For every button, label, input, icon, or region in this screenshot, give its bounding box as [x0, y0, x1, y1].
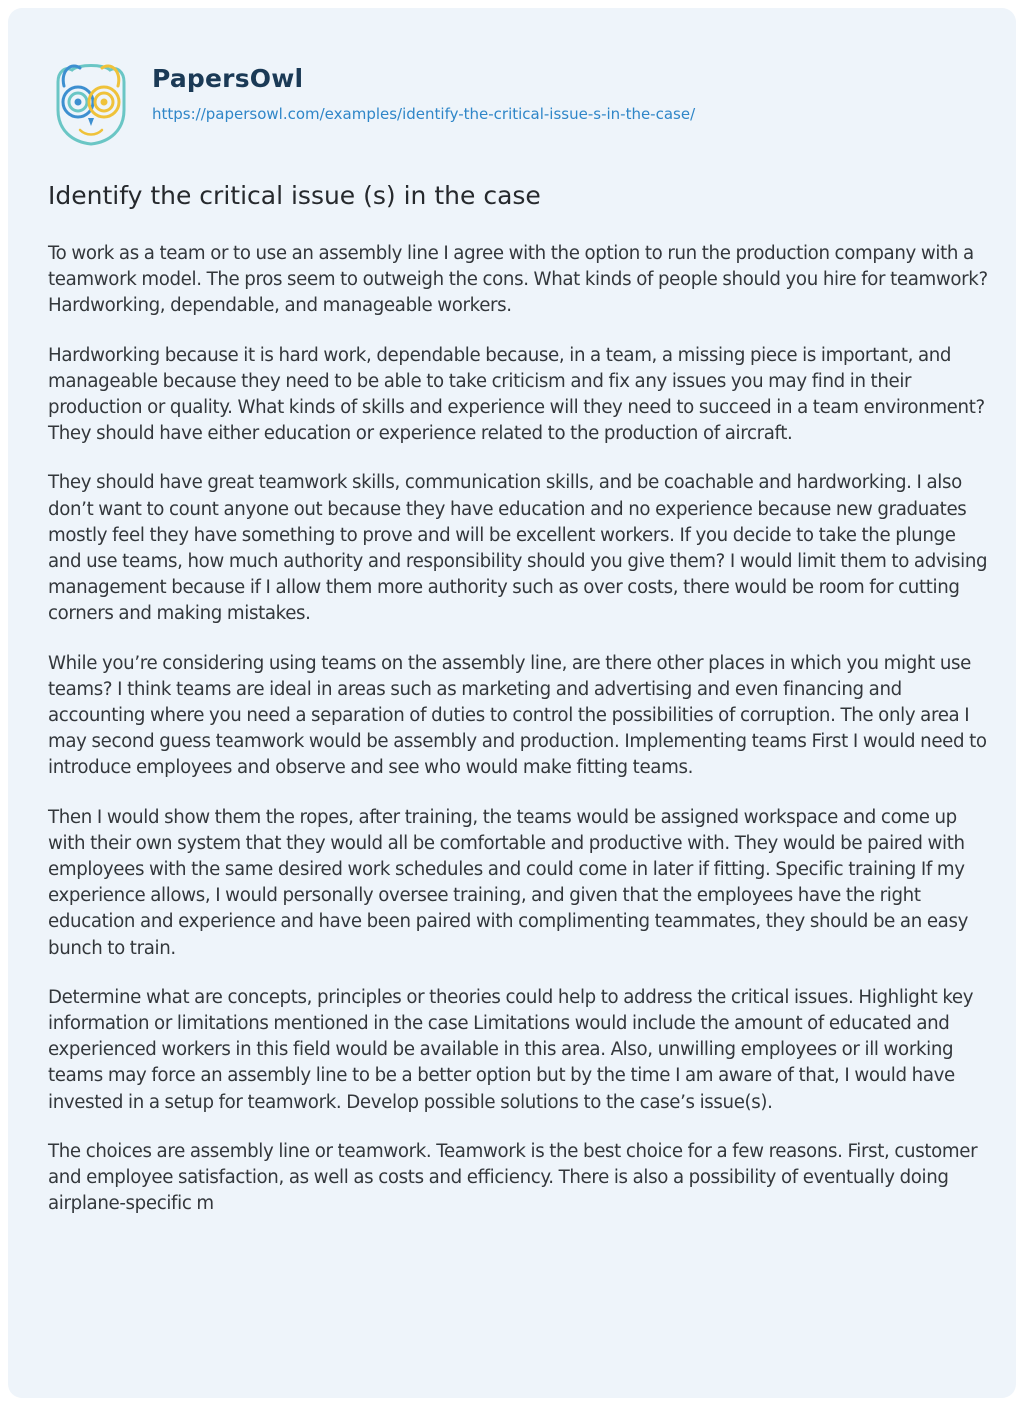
paragraph: While you’re considering using teams on the assembly line, are there other places in which you might use teams? I think teams are ideal in areas such as marketing and advertising and even financing and accounting where you need a separation of duties to control the possibilities of corruption. The only area I may second guess teamwork would be assembly and production. Implementing teams First I would need to introduce employees and observe and see who would make fitting teams. [48, 652, 987, 779]
paragraph: Then I would show them the ropes, after training, the teams would be assigned workspace and come up with their own system that they would all be comfortable and productive with. They would be paired with employees with the same desired work schedules and could come in later if fitting. Specific training If my experience allows, I would personally oversee training, and given that the employees have the right education and experience and have been paired with complimenting teammates, they should be an easy bunch to train. [48, 806, 968, 959]
source-url-link[interactable]: https://papersowl.com/examples/identify-the-critical-issue-s-in-the-case/ [152, 105, 696, 123]
paragraph: Determine what are concepts, principles or theories could help to address the critical issues. Highlight key information or limitations mentioned in the case Limitations would include the amount of educated and experienced workers in this field would be available in this area. Also, unwilling employees or ill working teams may force an assembly line to be a better option but by the time I am aware of that, I would have invested in a setup for teamwork. Develop possible solutions to the case’s issue(s). [48, 986, 974, 1113]
paragraph: To work as a team or to use an assembly line I agree with the option to run the production company with a teamwork model. The pros seem to outweigh the cons. What kinds of people should you hire for teamwork? Hardworking, dependable, and manageable workers. [48, 243, 988, 317]
site-header [50, 56, 695, 148]
brand-name[interactable]: PapersOwl [152, 64, 304, 93]
owl-logo-icon[interactable] [50, 56, 132, 148]
brand-block [152, 56, 695, 124]
article-body [48, 241, 988, 1241]
paragraph: Hardworking because it is hard work, dependable because, in a team, a missing piece is important, and manageable because they need to be able to take criticism and fix any issues you may find in their production or quality. What kinds of skills and experience will they need to succeed in a team environment? They should have either education or experience related to the production of aircraft. [48, 344, 985, 445]
document-title: Identify the critical issue (s) in the case [48, 181, 541, 210]
document-card [8, 8, 1016, 1398]
paragraph: They should have great teamwork skills, communication skills, and be coachable and hardworking. I also don’t want to count anyone out because they have education and no experience because new graduates mostly feel they have something to prove and will be excellent workers. If you decide to take the plunge and use teams, how much authority and responsibility should you give them? I would limit them to advising management because if I allow them more authority such as over costs, there would be room for cutting corners and making mistakes. [48, 472, 988, 625]
paragraph: The choices are assembly line or teamwork. Teamwork is the best choice for a few reasons. First, customer and employee satisfaction, as well as costs and efficiency. There is also a possibility of eventually doing airplane-specific m [48, 1140, 978, 1215]
